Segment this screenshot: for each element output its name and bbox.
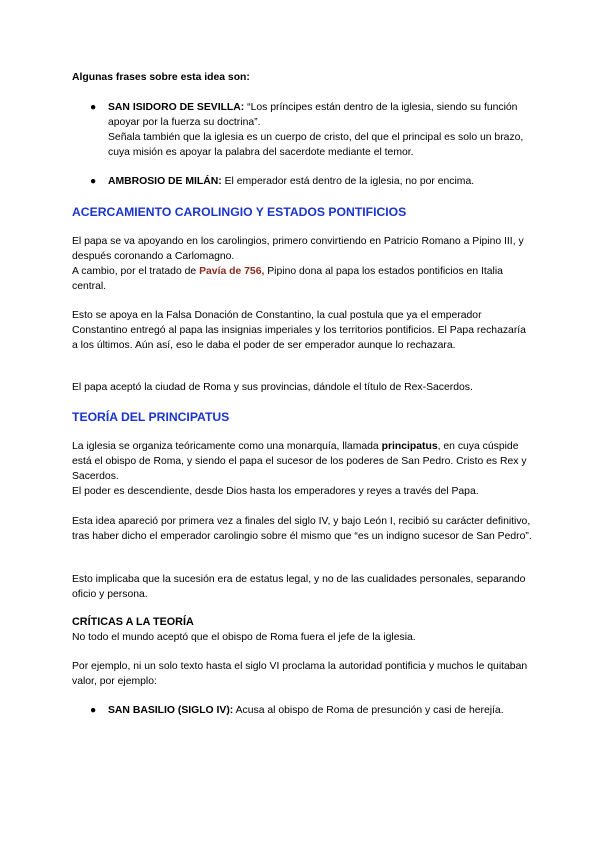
paragraph-line: El papa se va apoyando en los carolingios, primero convirtiendo en Patricio Romano a Pipino III, y después coronando a Carlomagno. (72, 236, 524, 262)
bullet-name: AMBROSIO DE MILÁN: (108, 176, 222, 187)
paragraph-line (72, 439, 532, 484)
paragraph-line: El poder es descendiente, desde Dios hasta los emperadores y reyes a través del Papa. (72, 486, 479, 497)
intro-text: Algunas frases sobre esta idea son: (72, 72, 250, 83)
section-heading-principatus: TEORÍA DEL PRINCIPATUS (72, 410, 230, 424)
highlight-text: Pavía de 756, (199, 266, 265, 277)
bullet-san-basilio (90, 703, 532, 718)
bullet-name: SAN ISIDORO DE SEVILLA: (108, 102, 245, 113)
bullet-icon: ● (90, 102, 97, 113)
bullet-text: Acusa al obispo de Roma de presunción y casi de herejía. (233, 705, 504, 716)
paragraph-line (72, 264, 532, 294)
bullet-ambrosio (90, 174, 532, 189)
section-heading-criticas: CRÍTICAS A LA TEORÍA (72, 616, 194, 628)
bullet-san-isidoro (90, 100, 532, 160)
section2-paragraph-1 (72, 439, 532, 499)
section3-paragraph-2: Por ejemplo, ni un solo texto hasta el siglo VI proclama la autoridad pontificia y muchos le quitaban valor, por ejemplo: (72, 661, 528, 687)
section2-paragraph-2: Esta idea apareció por primera vez a finales del siglo IV, y bajo León I, recibió su carácter definitivo, tras haber dicho el emperador carolingio sobre él mismo que “es un indigno sucesor de San Pedro”. (72, 516, 532, 542)
section3-paragraph-1: No todo el mundo aceptó que el obispo de Roma fuera el jefe de la iglesia. (72, 632, 416, 643)
bullet-icon: ● (90, 176, 97, 187)
bullet-extra: Señala también que la iglesia es un cuerpo de cristo, del que el principal es solo un brazo, cuya misión es apoyar la palabra del sacerdote mediante el temor. (108, 132, 524, 158)
bullet-icon: ● (90, 705, 97, 716)
text-run: La iglesia se organiza teóricamente como una monarquía, llamada (72, 441, 382, 452)
text-run: A cambio, por el tratado de (72, 266, 200, 277)
section2-paragraph-3: Esto implicaba que la sucesión era de estatus legal, y no de las cualidades personales, separando oficio y persona. (72, 574, 526, 600)
section1-paragraph-3: El papa aceptó la ciudad de Roma y sus provincias, dándole el título de Rex-Sacerdos. (72, 382, 473, 393)
bullet-name: SAN BASILIO (SIGLO IV): (108, 705, 234, 716)
bullet-text: “Los príncipes están dentro de la iglesia, siendo su función apoyar por la fuerza su doctrina”. (108, 102, 518, 128)
bold-term: principatus (381, 441, 438, 452)
section-heading-carolingio: ACERCAMIENTO CAROLINGIO Y ESTADOS PONTIFICIOS (72, 205, 407, 219)
text-run: Pipino dona al papa los estados pontificios en Italia central. (72, 266, 503, 292)
text-run: , en cuya cúspide está el obispo de Roma, y siendo el papa el sucesor de los poderes de San Pedro. Cristo es Rex y Sacerdos. (72, 441, 527, 482)
section1-paragraph-2: Esto se apoya en la Falsa Donación de Constantino, la cual postula que ya el emperador Constantino entregó al papa las insignias imperiales y los territorios pontificios. El Papa rechazaría a los últimos. Aún así, eso le daba el poder de ser emperador aunque lo rechazara. (72, 310, 526, 351)
section1-paragraph-1 (72, 234, 532, 294)
bullet-text: El emperador está dentro de la iglesia, no por encima. (221, 176, 475, 187)
